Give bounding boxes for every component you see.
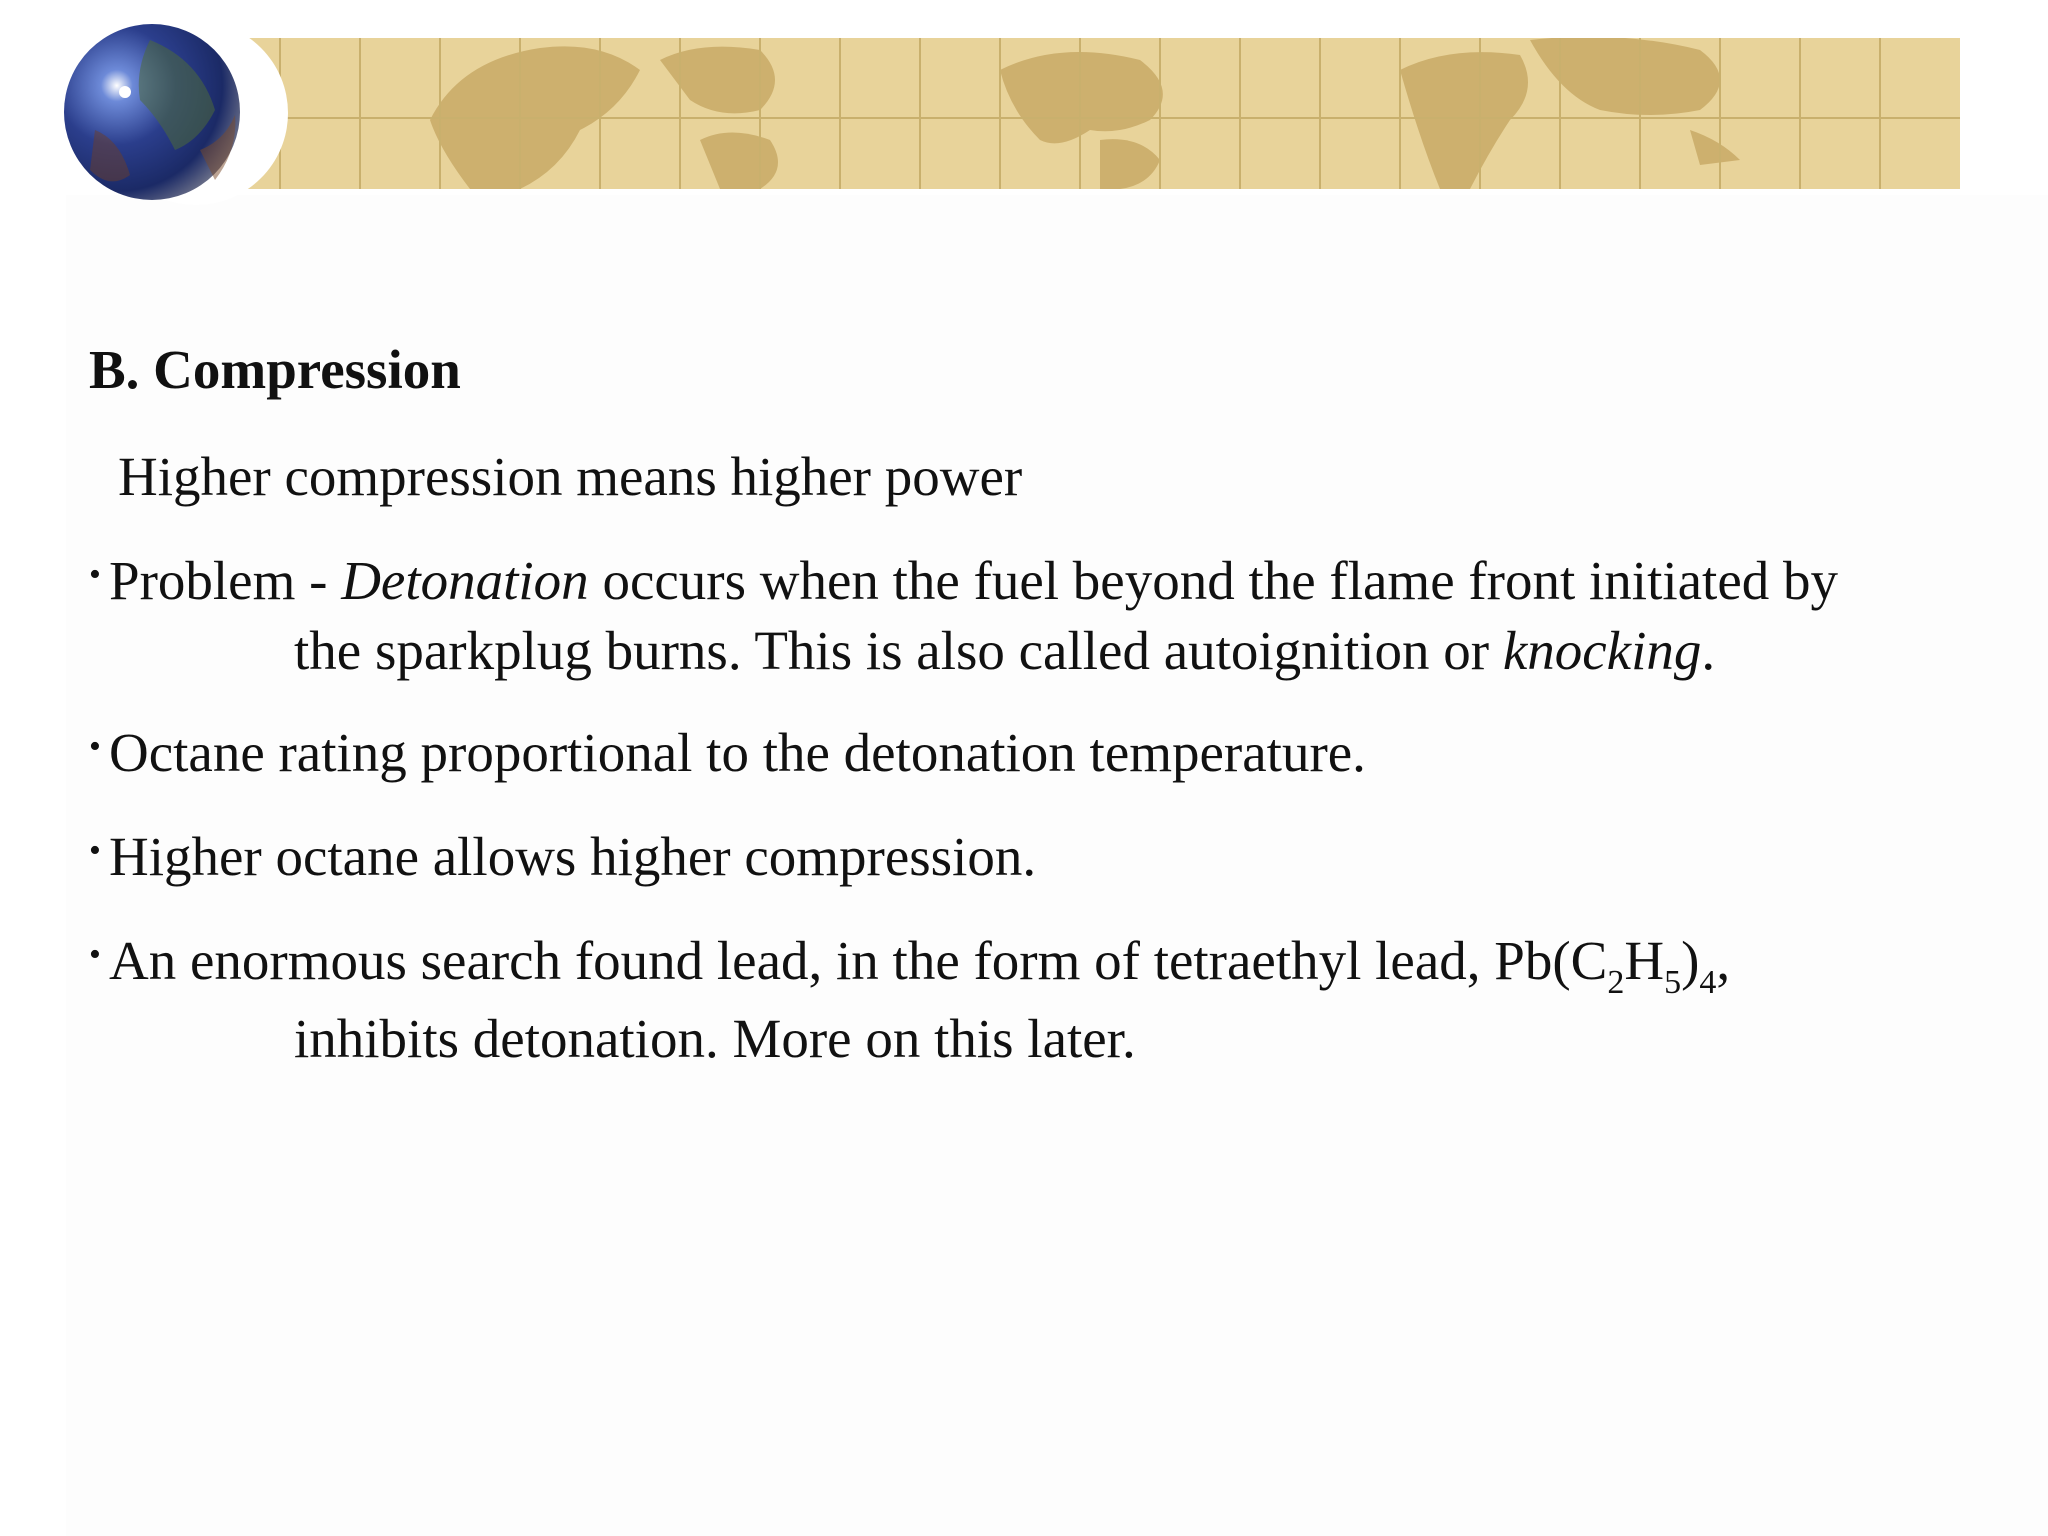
- bullet-text: occurs when the fuel beyond the flame front initiated by: [588, 550, 1839, 611]
- bullet-text: Octane rating proportional to the detonation temperature.: [109, 722, 1366, 783]
- bullet-text: ,: [1716, 930, 1731, 991]
- bullet-emphasis: Detonation: [341, 550, 589, 611]
- bullet-emphasis: knocking: [1502, 620, 1702, 681]
- subscript: 2: [1607, 964, 1625, 1001]
- bullet-continuation: [89, 616, 1838, 686]
- world-map-banner: [0, 0, 2048, 215]
- bullet-continuation: [89, 1004, 1730, 1074]
- slide-title: B. Compression: [89, 339, 461, 400]
- header-banner: [0, 0, 2048, 215]
- bullet-tetraethyl-lead: [89, 920, 1730, 1074]
- bullet-text: .: [1701, 620, 1716, 681]
- bullet-text: the sparkplug burns. This is also called autoignition or: [294, 620, 1503, 681]
- bullet-dot: •: [89, 936, 101, 973]
- bullet-octane-rating: [89, 712, 1366, 788]
- bullet-dot: •: [89, 832, 101, 869]
- subscript: 5: [1664, 964, 1682, 1001]
- intro-line: Higher compression means higher power: [118, 446, 1023, 507]
- bullet-detonation: [89, 540, 1838, 686]
- bullet-higher-octane: [89, 816, 1036, 892]
- bullet-dot: •: [89, 728, 101, 765]
- bullet-text: Higher octane allows higher compression.: [109, 826, 1037, 887]
- bullet-text: ): [1681, 930, 1700, 991]
- bullet-text: H: [1624, 930, 1665, 991]
- bullet-text: Problem -: [109, 550, 342, 611]
- bullet-text: inhibits detonation. More on this later.: [294, 1008, 1136, 1069]
- bullet-text: An enormous search found lead, in the form of tetraethyl lead, Pb(C: [109, 930, 1608, 991]
- bullet-dot: •: [89, 556, 101, 593]
- subscript: 4: [1699, 964, 1717, 1001]
- globe-icon: [64, 24, 240, 200]
